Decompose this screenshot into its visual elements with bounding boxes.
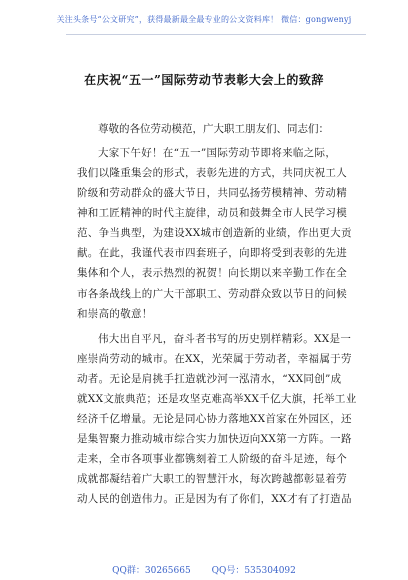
body-line: 走来，全市各项事业都镌刻着工人阶级的奋斗足迹，每个: [77, 453, 347, 465]
salutation: 尊敬的各位劳动模范，广大职工朋友们、同志们：: [98, 123, 329, 135]
header-notice: 关注头条号“公文研究”，获得最新最全最专业的公文资料库！ 微信：gongwenyj: [56, 15, 352, 24]
body-line: 动者。无论是肩挑手扛造就沙河一泓清水，“XX同创”成: [77, 373, 342, 385]
body-line: 集体和个人，表示热烈的祝贺！向长期以来辛勤工作在全: [77, 267, 347, 279]
body-line: 伟大出自平凡，奋斗者书写的历史别样精彩。XX是一: [98, 333, 352, 345]
body-line: 就XX文旅典范；还是攻坚克难高举XX千亿大旗，托举工业: [77, 393, 357, 405]
body-line: 我们以隆重集会的形式，表彰先进的方式，共同庆祝工人: [77, 167, 347, 179]
body-line: 市各条战线上的广大干部职工、劳动群众致以节日的问候: [77, 288, 347, 300]
body-line: 大家下午好！在“五一”国际劳动节即将来临之际，: [98, 147, 337, 159]
header-divider: [66, 34, 366, 35]
qq-number-link[interactable]: QQ号：535304092: [211, 566, 296, 576]
footer-contact: [0, 563, 408, 576]
body-line: 经济千亿增量。无论是同心协力落地XX首家在外园区，还: [77, 413, 352, 425]
body-line: 成就都凝结着广大职工的智慧汗水，每次跨越都彰显着劳: [77, 473, 347, 485]
document-title: 在庆祝“五一”国际劳动节表彰大会上的致辞: [84, 73, 324, 87]
qq-group-link[interactable]: QQ群：30265665: [112, 566, 191, 576]
body-line: 动人民的创造伟力。正是因为有了你们，XX才有了打造品: [77, 493, 352, 505]
body-line: 范、争当典型，为建设XX城市创造新的业绩，作出更大贡: [77, 227, 352, 239]
body-line: 献。在此，我谨代表市四套班子，向即将受到表彰的先进: [77, 247, 347, 259]
body-line: 和崇高的敬意！: [77, 308, 153, 320]
body-line: 神和工匠精神的时代主旋律，动员和鼓舞全市人民学习模: [77, 207, 347, 219]
body-line: 座崇尚劳动的城市。在XX，光荣属于劳动者，幸福属于劳: [77, 353, 352, 365]
body-line: 是集智聚力推动城市综合实力加快迈向XX第一方阵。一路: [77, 433, 352, 445]
body-line: 阶级和劳动群众的盛大节日，共同弘扬劳模精神、劳动精: [77, 187, 347, 199]
